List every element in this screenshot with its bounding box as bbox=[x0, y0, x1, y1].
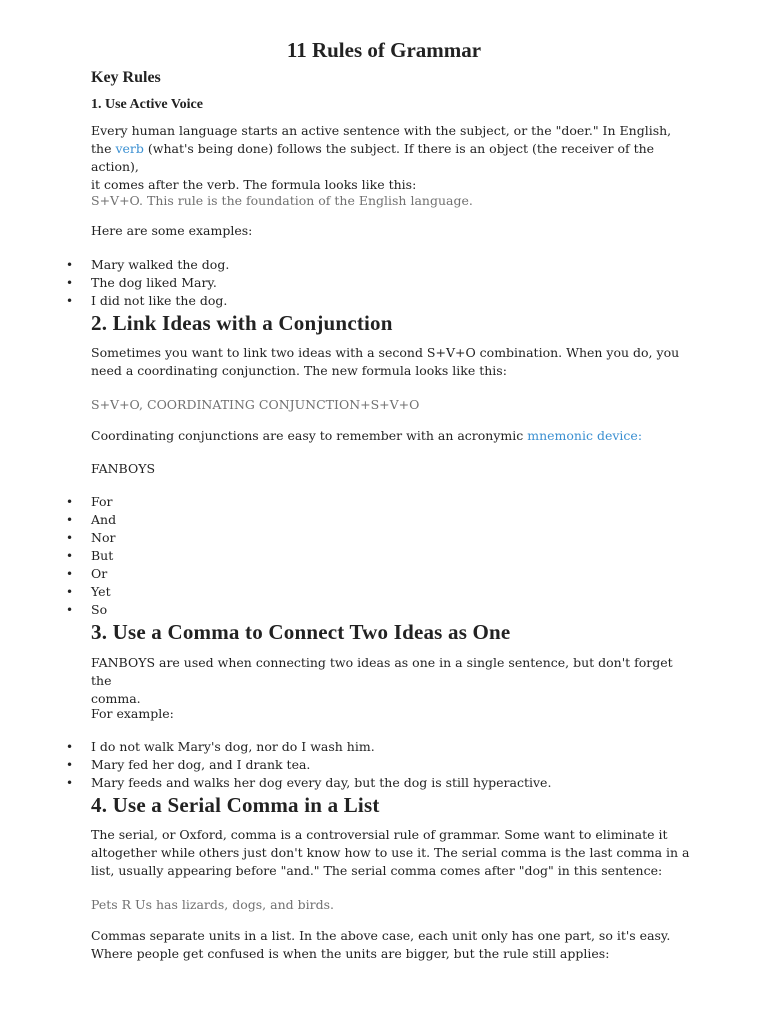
bullet-icon: • bbox=[66, 258, 74, 272]
rule1-heading: 1. Use Active Voice bbox=[91, 97, 203, 112]
list-item-text: So bbox=[91, 602, 108, 617]
rule2-paragraph bbox=[91, 344, 691, 380]
list-item-text: Nor bbox=[91, 530, 116, 545]
bullet-icon: • bbox=[66, 567, 74, 581]
rule3-para-line1: FANBOYS are used when connecting two ideas as one in a single sentence, but don't forget the bbox=[91, 655, 673, 688]
list-item bbox=[0, 756, 551, 774]
list-item bbox=[0, 738, 551, 756]
rule1-formula: S+V+O. This rule is the foundation of the English language. bbox=[91, 193, 473, 208]
rule4-para2-line2: Where people get confused is when the units are bigger, but the rule still applies: bbox=[91, 946, 610, 961]
rule1-examples-intro: Here are some examples: bbox=[91, 223, 253, 238]
list-item bbox=[0, 529, 116, 547]
list-item bbox=[0, 774, 551, 792]
rule2-para-line1: Sometimes you want to link two ideas with a second S+V+O combination. When you do, you bbox=[91, 345, 680, 360]
list-item-text: Mary fed her dog, and I drank tea. bbox=[91, 757, 311, 772]
fanboys-list bbox=[0, 493, 116, 619]
rule4-example: Pets R Us has lizards, dogs, and birds. bbox=[91, 897, 334, 912]
bullet-icon: • bbox=[66, 513, 74, 527]
list-item-text: Mary feeds and walks her dog every day, but the dog is still hyperactive. bbox=[91, 775, 552, 790]
rule4-heading: 4. Use a Serial Comma in a List bbox=[91, 793, 380, 817]
rule2-para-line2: need a coordinating conjunction. The new formula looks like this: bbox=[91, 363, 507, 378]
rule4-para-line2: altogether while others just don't know how to use it. The serial comma is the last comma in a bbox=[91, 845, 690, 860]
rule1-para-line2-post: (what's being done) follows the subject. If there is an object (the receiver of the action), bbox=[91, 141, 655, 174]
rule3-examples-list bbox=[0, 738, 551, 792]
list-item bbox=[0, 274, 229, 292]
rule2-heading: 2. Link Ideas with a Conjunction bbox=[91, 311, 393, 335]
bullet-icon: • bbox=[66, 294, 74, 308]
bullet-icon: • bbox=[66, 549, 74, 563]
rule2-mnemonic-line bbox=[91, 427, 691, 445]
mnemonic-post: : bbox=[637, 428, 643, 443]
list-item-text: And bbox=[91, 512, 117, 527]
list-item bbox=[0, 565, 116, 583]
rule4-para-line3: list, usually appearing before "and." The serial comma comes after "dog" in this sentence: bbox=[91, 863, 663, 878]
rule4-paragraph bbox=[91, 826, 691, 880]
list-item-text: For bbox=[91, 494, 113, 509]
rule4-para2-line1: Commas separate units in a list. In the above case, each unit only has one part, so it's easy. bbox=[91, 928, 671, 943]
rule1-para-line2 bbox=[91, 140, 691, 176]
list-item-text: I do not walk Mary's dog, nor do I wash him. bbox=[91, 739, 375, 754]
key-rules-heading: Key Rules bbox=[91, 69, 161, 86]
mnemonic-device-link[interactable]: mnemonic device bbox=[527, 428, 638, 443]
list-item bbox=[0, 493, 116, 511]
list-item-text: The dog liked Mary. bbox=[91, 275, 217, 290]
rule1-para-line1: Every human language starts an active sentence with the subject, or the "doer." In English, bbox=[91, 123, 672, 138]
page-title: 11 Rules of Grammar bbox=[286, 38, 482, 62]
list-item bbox=[0, 256, 229, 274]
list-item bbox=[0, 511, 116, 529]
bullet-icon: • bbox=[66, 585, 74, 599]
rule2-formula: S+V+O, COORDINATING CONJUNCTION+S+V+O bbox=[91, 397, 420, 412]
list-item-text: Or bbox=[91, 566, 108, 581]
rule3-heading: 3. Use a Comma to Connect Two Ideas as One bbox=[91, 620, 511, 644]
bullet-icon: • bbox=[66, 758, 74, 772]
bullet-icon: • bbox=[66, 495, 74, 509]
rule3-para-line2: comma. bbox=[91, 691, 141, 706]
bullet-icon: • bbox=[66, 776, 74, 790]
rule4-paragraph2 bbox=[91, 927, 691, 963]
rule3-example-intro: For example: bbox=[91, 706, 174, 721]
mnemonic-pre: Coordinating conjunctions are easy to remember with an acronymic bbox=[91, 428, 528, 443]
rule1-examples-list bbox=[0, 256, 229, 310]
rule4-para-line1: The serial, or Oxford, comma is a controversial rule of grammar. Some want to eliminate it bbox=[91, 827, 668, 842]
fanboys-label: FANBOYS bbox=[91, 461, 156, 476]
list-item-text: I did not like the dog. bbox=[91, 293, 228, 308]
list-item bbox=[0, 292, 229, 310]
rule3-paragraph bbox=[91, 654, 691, 708]
list-item bbox=[0, 601, 116, 619]
bullet-icon: • bbox=[66, 531, 74, 545]
list-item-text: Yet bbox=[91, 584, 111, 599]
rule1-paragraph bbox=[91, 122, 691, 194]
bullet-icon: • bbox=[66, 603, 74, 617]
list-item bbox=[0, 547, 116, 565]
list-item-text: But bbox=[91, 548, 114, 563]
bullet-icon: • bbox=[66, 740, 74, 754]
rule1-para-line3: it comes after the verb. The formula looks like this: bbox=[91, 177, 417, 192]
rule1-para-line2-pre: the bbox=[91, 141, 116, 156]
list-item-text: Mary walked the dog. bbox=[91, 257, 230, 272]
bullet-icon: • bbox=[66, 276, 74, 290]
verb-link[interactable]: verb bbox=[115, 141, 144, 156]
list-item bbox=[0, 583, 116, 601]
